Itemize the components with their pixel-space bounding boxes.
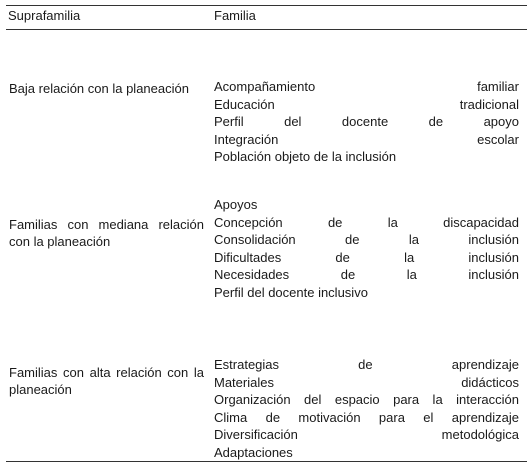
familia-item: Apoyos [214, 197, 258, 212]
familia-item: Concepción de la discapacidad [214, 214, 519, 230]
familia-item: Materiales didácticos [214, 374, 519, 390]
familia-cell-baja [214, 78, 519, 166]
familia-item: Clima de motivación para el aprendizaje [214, 409, 519, 425]
familia-item: Acompañamiento familiar [214, 79, 519, 94]
table-header-rule [6, 29, 527, 30]
familia-item: Necesidades de la inclusión [214, 267, 519, 282]
column-header-suprafamilia: Suprafamilia [8, 8, 81, 23]
suprafamilia-cell-alta: Familias con alta relación con la planeación [9, 365, 204, 397]
familia-item: Educación tradicional [214, 96, 519, 112]
column-header-familia: Familia [214, 8, 256, 23]
familia-item: Diversificación metodológica [214, 427, 519, 442]
familia-item: Consolidación de la inclusión [214, 232, 519, 247]
familia-item: Adaptaciones [214, 444, 293, 460]
suprafamilia-cell-mediana: Familias con mediana relación con la planeación [9, 217, 204, 249]
familia-item: Dificultades de la inclusión [214, 249, 519, 265]
familia-item: Organización del espacio para la interacción [214, 392, 519, 407]
familia-item: Perfil del docente de apoyo [214, 114, 519, 129]
familia-cell-alta [214, 356, 519, 461]
familia-item: Integración escolar [214, 131, 519, 147]
familia-item: Perfil del docente inclusivo [214, 284, 368, 300]
familia-cell-mediana [214, 196, 519, 301]
familia-item: Estrategias de aprendizaje [214, 357, 519, 372]
familia-item: Población objeto de la inclusión [214, 149, 397, 164]
table-bottom-rule [6, 461, 527, 462]
suprafamilia-cell-baja: Baja relación con la planeación [9, 81, 189, 96]
suprafamilia-table [6, 0, 527, 464]
table-top-rule [6, 5, 527, 6]
